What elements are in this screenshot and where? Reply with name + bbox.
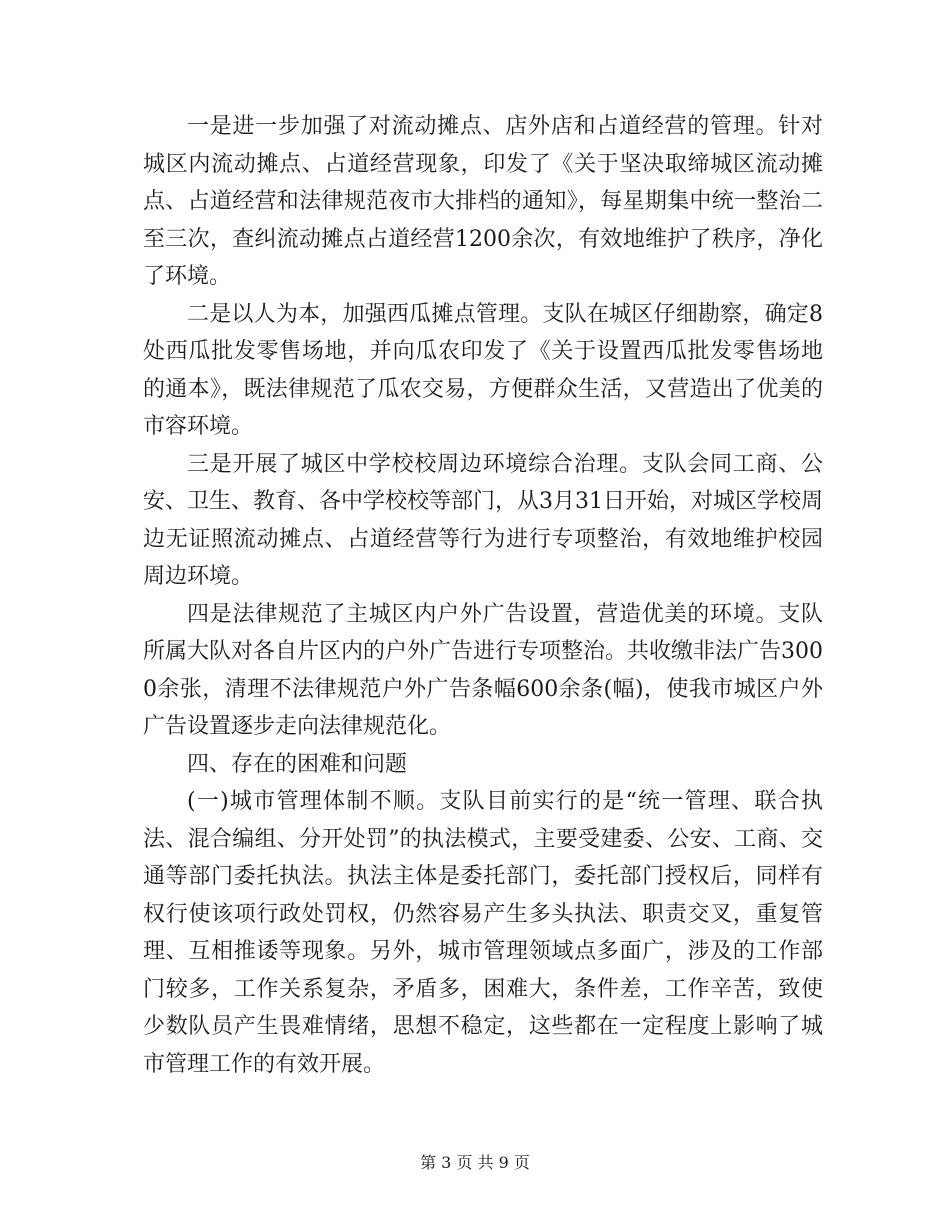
paragraph-outdoor-advertising: 四是法律规范了主城区内户外广告设置，营造优美的环境。支队所属大队对各自片区内的户外广告进行专项整治。共收缴非法广告3000余张，清理不法律规范户外广告条幅600余条(幅)，使我市城区户外广告设置逐步走向法律规范化。: [143, 601, 823, 739]
page-footer: 第 3 页 共 9 页: [420, 1153, 530, 1172]
paragraph-management-system: (一)城市管理体制不顺。支队目前实行的是“统一管理、联合执法、混合编组、分开处罚”的执法模式，主要受建委、公安、工商、交通等部门委托执法。执法主体是委托部门，委托部门授权后，同样有权行使该项行政处罚权，仍然容易产生多头执法、职责交叉，重复管理、互相推诿等现象。另外，城市管理领域点多面广，涉及的工作部门较多，工作关系复杂，矛盾多，困难大，条件差，工作辛苦，致使少数队员产生畏难情绪，思想不稳定，这些都在一定程度上影响了城市管理工作的有效开展。: [143, 789, 823, 1077]
document-body: [143, 108, 823, 1083]
paragraph-school-surroundings: 三是开展了城区中学校校周边环境综合治理。支队会同工商、公安、卫生、教育、各中学校校等部门，从3月31日开始，对城区学校周边无证照流动摊点、占道经营等行为进行专项整治，有效地维护校园周边环境。: [143, 451, 823, 589]
section-heading-problems: 四、存在的困难和问题: [187, 751, 408, 777]
paragraph-watermelon-stalls: 二是以人为本，加强西瓜摊点管理。支队在城区仔细勘察，确定8处西瓜批发零售场地，并向瓜农印发了《关于设置西瓜批发零售场地的通本》，既法律规范了瓜农交易，方便群众生活，又营造出了优美的市容环境。: [143, 301, 823, 439]
paragraph-street-vendors: 一是进一步加强了对流动摊点、店外店和占道经营的管理。针对城区内流动摊点、占道经营现象，印发了《关于坚决取缔城区流动摊点、占道经营和法律规范夜市大排档的通知》，每星期集中统一整治二至三次，查纠流动摊点占道经营1200余次，有效地维护了秩序，净化了环境。: [143, 114, 823, 289]
